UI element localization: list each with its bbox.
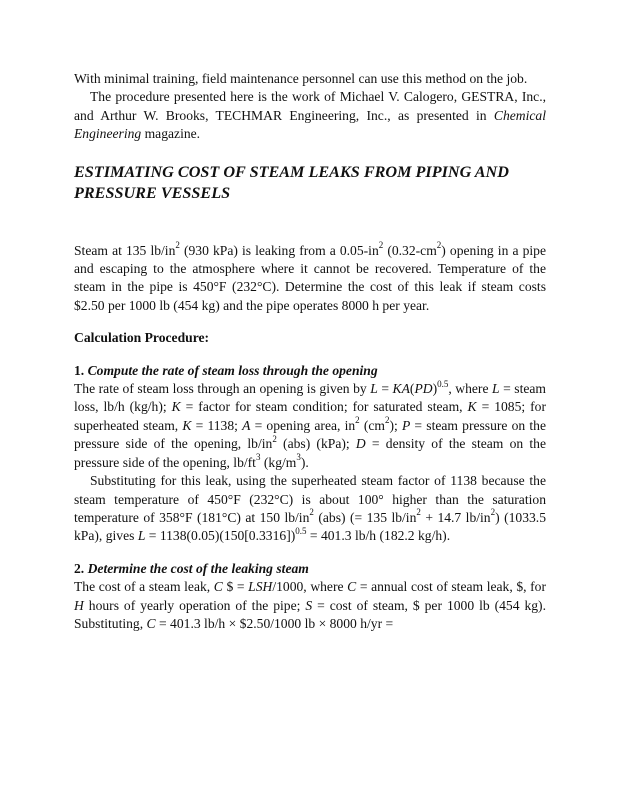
problem-statement: Steam at 135 $lb/in^2$ (930 kPa) is leaking from a $0.05-in^2$ $(0.32-cm^2)$ opening in a pipe and escaping to the atmosphere where it cannot be recovered. Temperature of the steam in the pipe is 450°F (232°C). Determine the cost of this leak if steam costs $2.50 per 1000 lb (454 kg) and the pipe operates 8000 h per year.	[74, 240, 546, 313]
step-1-heading	[74, 362, 546, 380]
step-2-title: Determine the cost of the leaking steam	[87, 560, 309, 576]
calculation-heading: Calculation Procedure:	[74, 330, 210, 346]
intro-paragraph-2-end: magazine.	[141, 126, 201, 142]
step-1-substitution: Substituting for this leak, using the superheated steam factor of 1138 because the steam temperature of 450°F (232°C) is about 100° higher than the saturation temperature of 358°F (181°C) at 150 $lb/in^2$ (abs) (= 135 $lb/in^2 + 14.7$ $lb/in^2$) (1033.5 kPa), gives $L = 1138(0.05)(150[0.3316])^{0.5} = 401.3$ lb/h (182.2 kg/h).	[74, 473, 546, 544]
section-title: ESTIMATING COST OF STEAM LEAKS FROM PIPING AND PRESSURE VESSELS	[74, 162, 509, 202]
document-page	[74, 70, 546, 633]
intro-paragraph-2	[74, 88, 546, 143]
step-1-number: 1.	[74, 362, 88, 378]
step-2-number: 2.	[74, 560, 88, 576]
step-2-heading	[74, 560, 546, 578]
step-2-body: The cost of a steam leak, C $ = LSH/1000, where C = annual cost of steam leak, $, for H hours of yearly operation of the pipe; S = cost of steam, $ per 1000 lb (454 kg). Substituting, C = 401.3 lb/h × $2.50/1000 lb × 8000 h/yr =	[74, 579, 546, 631]
step-1-title: Compute the rate of steam loss through the opening	[87, 362, 378, 378]
intro-paragraph-2-text: The procedure presented here is the work of Michael V. Calogero, GESTRA, Inc., and Arthur W. Brooks, TECHMAR Engineering, Inc., as presented in	[74, 89, 546, 123]
step-1-body: The rate of steam loss through an opening is given by L = KA(PD)$^{0.5}$, where L = steam loss, lb/h (kg/h); K = factor for steam condition; for saturated steam, K = 1085; for superheated steam, K = 1138; A = opening area, $in^2$ $(cm^2)$; P = steam pressure on the pressure side of the opening, $lb/in^2$ (abs) (kPa); D = density of the steam on the pressure side of the opening, $lb/ft^3$ $(kg/m^3)$.	[74, 378, 547, 470]
intro-paragraph-1: With minimal training, field maintenance personnel can use this method on the job.	[74, 71, 528, 86]
magazine-name: Chemical Engineering	[74, 107, 546, 142]
